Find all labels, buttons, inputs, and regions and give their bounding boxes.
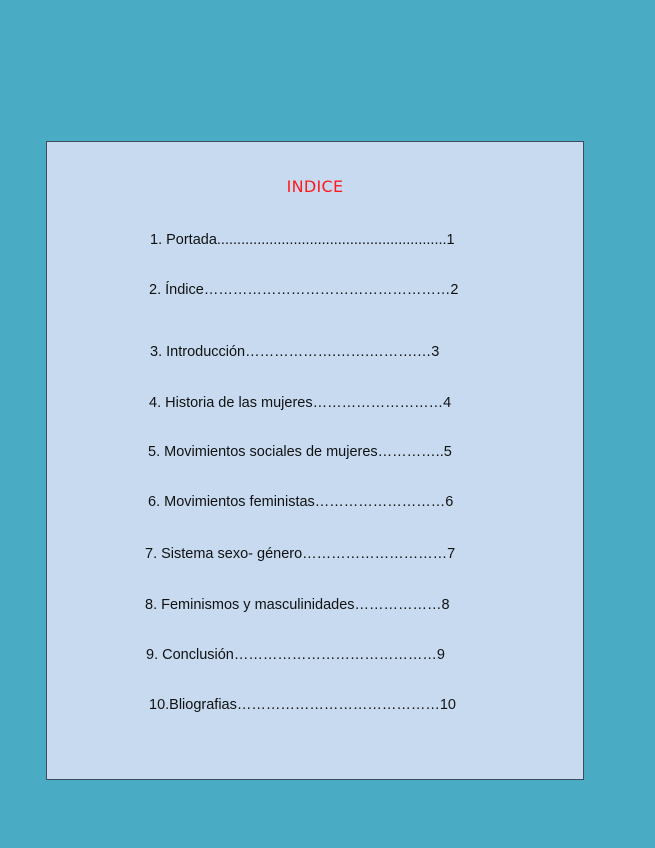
- index-entry-movimientos-sociales: 5. Movimientos sociales de mujeres…………..5: [148, 444, 452, 460]
- index-entry-movimientos-feministas: 6. Movimientos feministas………………………6: [148, 494, 454, 510]
- index-entry-portada: 1. Portada.........................................................1: [150, 232, 455, 248]
- index-entry-feminismos: 8. Feminismos y masculinidades………………8: [145, 597, 450, 613]
- index-title: INDICE: [286, 177, 344, 196]
- index-entry-indice: 2. Índice……………………………………………2: [149, 282, 459, 298]
- index-entry-historia: 4. Historia de las mujeres………………………4: [149, 395, 452, 411]
- index-entry-conclusion: 9. Conclusión……………………………………9: [146, 647, 445, 663]
- index-entry-introduccion: 3. Introducción……………….…….……….…3: [150, 344, 440, 360]
- index-page: [46, 141, 584, 780]
- index-entry-bibliografias: 10.Bliografias……………………………………10: [149, 697, 456, 713]
- index-entry-sistema-sexo-genero: 7. Sistema sexo- género…………………………7: [145, 546, 456, 562]
